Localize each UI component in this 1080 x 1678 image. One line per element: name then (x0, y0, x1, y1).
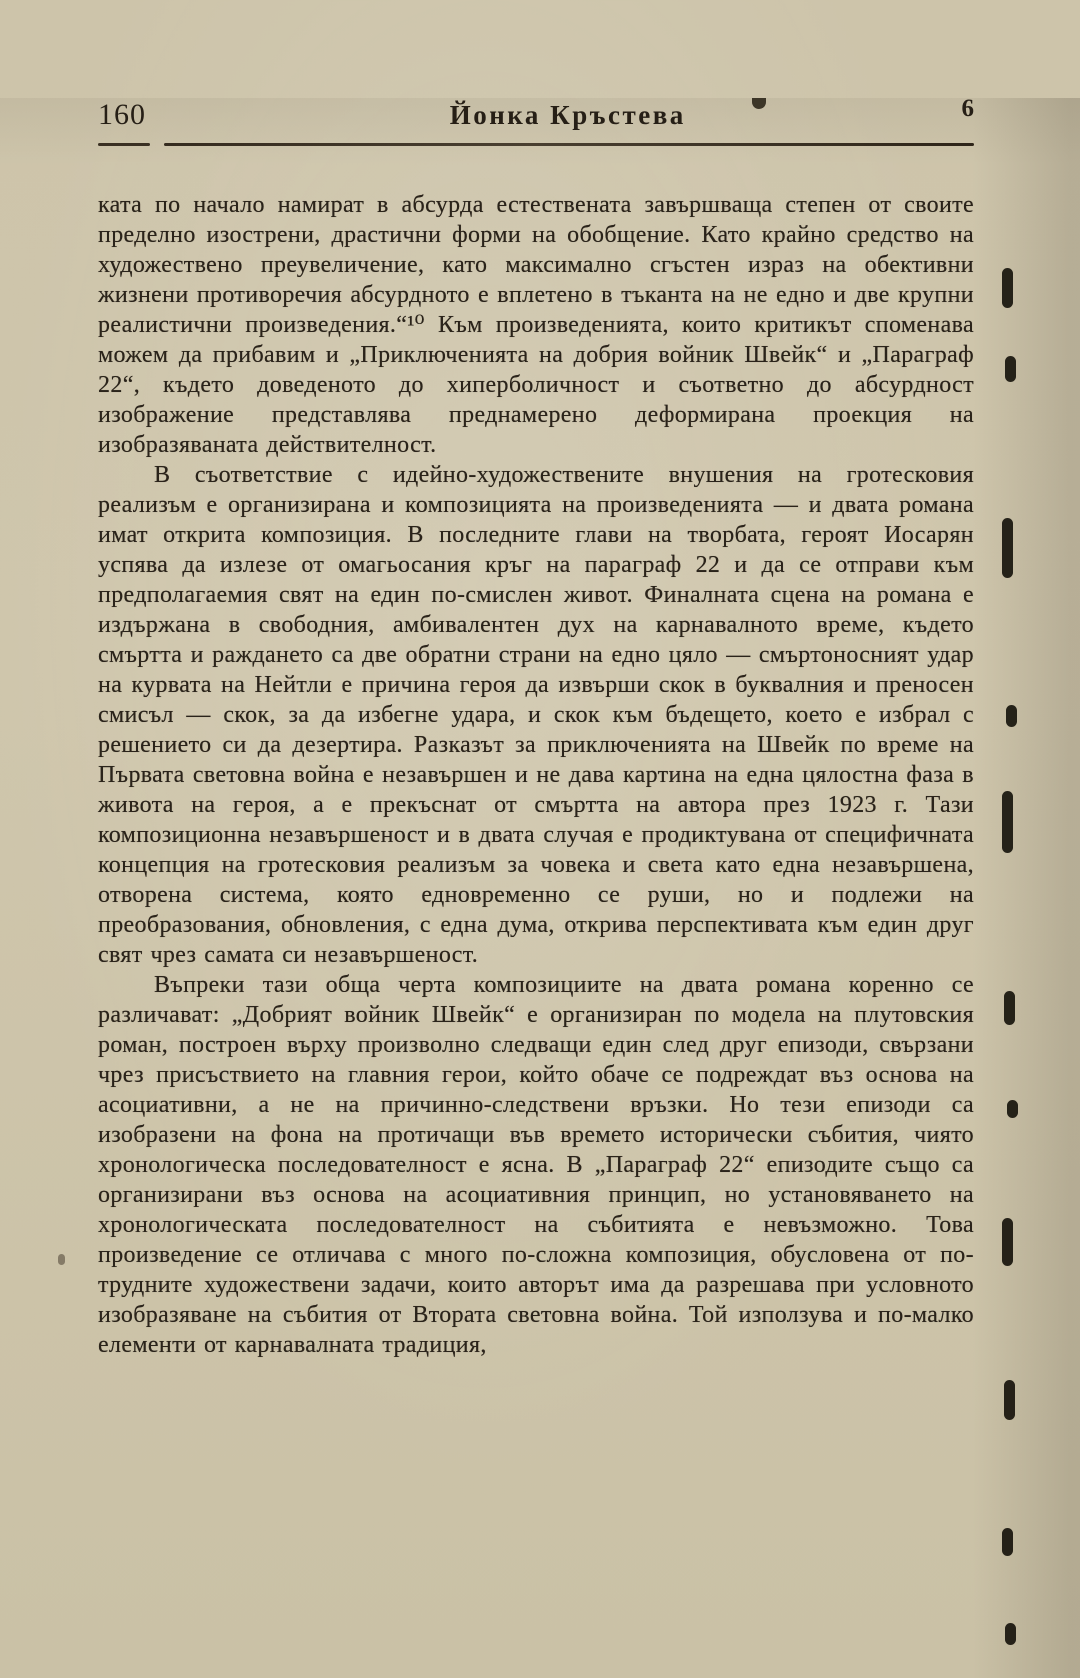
header-rule-segment-long (164, 143, 974, 146)
scan-artifact (1004, 991, 1015, 1025)
page-number: 160 (98, 98, 146, 131)
paragraph: ката по начало намират в абсурда естествената завършваща степен от своите пределно изострени, драстични форми на обобщение. Като крайно средство на художествено преувеличение, като максимално сгъстен израз на обективни жизнени противоречия абсурдното е вплетено в тъканта на не едно и две крупни реалистични произведения.“¹⁰ Към произведенията, които критикът споменава можем да прибавим и „Приключенията на добрия войник Швейк“ и „Параграф 22“, където доведеното до хиперболичност и съответно до абсурдност изображение представлява преднамерено деформирана проекция на изобразяваната действителност. (98, 192, 974, 458)
signature-number: 6 (961, 95, 974, 122)
scan-artifact (1002, 791, 1013, 853)
scan-artifact (1002, 518, 1013, 578)
scan-artifact (1002, 268, 1013, 308)
scan-artifact (1002, 1218, 1013, 1266)
scan-artifact (1005, 1623, 1016, 1645)
paragraph: В съответствие с идейно-художествените внушения на гротесковия реализъм е организирана и композицията на произведенията — и двата романа имат открита композиция. В последните глави на творбата, героят Иосарян успява да излезе от омагьосания кръг на параграф 22 и да се отправи към предполагаемия свят на един по-смислен живот. Финалната сцена на романа е издържана в свободния, амбивалентен дух на карнавалното време, където смъртта и раждането са две обратни страни на едно цяло — смъртоносният удар на курвата на Нейтли е причина героя да извърши скок в буквалния и преносен смисъл — скок, за да избегне удара, и скок към бъдещето, което е избрал с решението си да дезертира. Разказът за приключенията на Швейк по време на Първата световна война е незавършен и не дава картина на една цялостна фаза в живота на героя, а е прекъснат от смъртта на автора през 1923 г. Тази композиционна незавършеност и в двата случая е продиктувана от специфичната концепция на гротесковия реализъм за човека и света като една незавършена, отворена система, която едновременно се руши, но и подлежи на преобразования, обновления, с една дума, открива перспективата към един друг свят чрез самата си незавършеност. (98, 462, 974, 968)
scan-artifact (1005, 356, 1016, 382)
scanned-book-page (0, 95, 1080, 1678)
page (0, 95, 1080, 1360)
header-rule-segment-short (98, 143, 150, 146)
scan-artifact (1002, 1528, 1013, 1556)
running-title: Йонка Кръстева (449, 100, 686, 130)
scan-artifact (58, 1254, 65, 1265)
scan-artifact (1007, 1100, 1018, 1118)
scan-artifact (1004, 1380, 1015, 1420)
page-header (98, 95, 974, 132)
header-rule (98, 142, 974, 146)
scan-artifact (1006, 705, 1017, 727)
body-text (98, 190, 974, 1360)
paragraph: Въпреки тази обща черта композициите на двата романа коренно се различават: „Добрият войник Швейк“ е организиран по модела на плутовския роман, построен върху произволно следващи един след друг епизоди, свързани чрез присъствието на главния герои, който обаче се подреждат въз основа на асоциативни, а не на причинно-следствени връзки. Но тези епизоди са изобразени на фона на протичащи във времето исторически събития, чиято хронологическа последователност е ясна. В „Параграф 22“ епизодите също са организирани въз основа на асоциативния принцип, но установяването на хронологическата последователност на събитията е невъзможно. Това произведение се отличава с много по-сложна композиция, обусловена от по-трудните художествени задачи, които авторът има да разрешава при условното изобразяване на събития от Втората световна война. Той използува и по-малко елементи от карнавалната традиция, (98, 972, 974, 1358)
